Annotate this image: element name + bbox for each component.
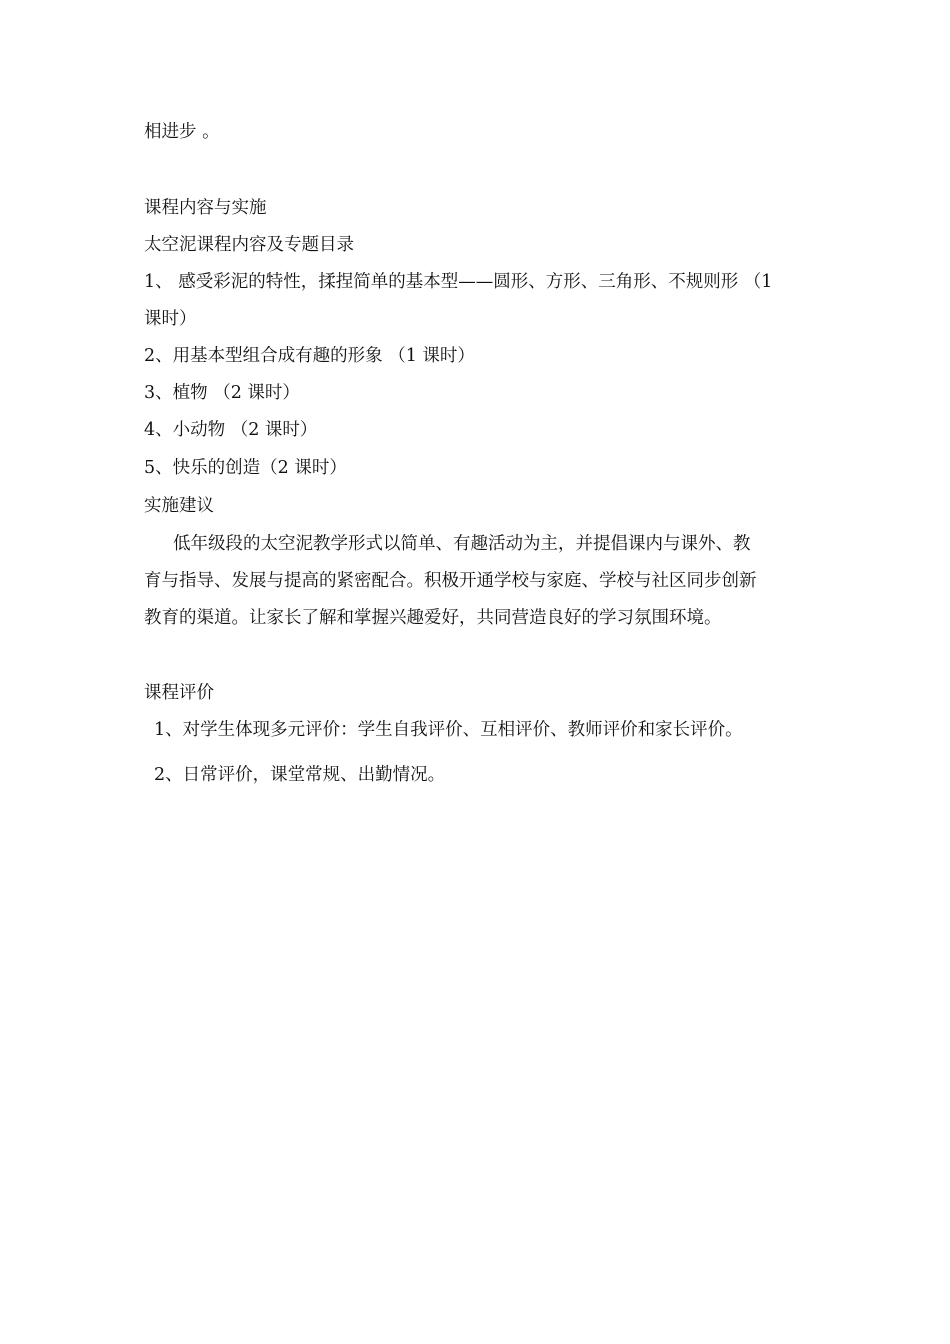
section-heading-content: 课程内容与实施 <box>144 198 267 218</box>
paragraph-line: 低年级段的太空泥教学形式以简单、有趣活动为主，并提倡课内与课外、教 <box>173 534 751 554</box>
section-heading-suggestion: 实施建议 <box>144 496 214 516</box>
list-item: 4、小动物 （2 课时） <box>144 420 318 440</box>
list-item: 2、日常评价，课堂常规、出勤情况。 <box>154 765 446 785</box>
list-item: 1、 感受彩泥的特性，揉捏简单的基本型——圆形、方形、三角形、不规则形 （1 <box>144 272 773 292</box>
list-item: 3、植物 （2 课时） <box>144 383 300 403</box>
section-heading-evaluation: 课程评价 <box>144 683 214 703</box>
list-item: 2、用基本型组合成有趣的形象 （1 课时） <box>144 346 475 366</box>
list-item: 1、对学生体现多元评价：学生自我评价、互相评价、教师评价和家长评价。 <box>154 720 743 740</box>
paragraph-line: 教育的渠道。让家长了解和掌握兴趣爱好，共同营造良好的学习氛围环境。 <box>144 608 722 628</box>
section-subheading-topics: 太空泥课程内容及专题目录 <box>144 235 354 255</box>
paragraph-line: 育与指导、发展与提高的紧密配合。积极开通学校与家庭、学校与社区同步创新 <box>144 571 757 591</box>
list-item-continuation: 课时） <box>144 309 197 329</box>
list-item: 5、快乐的创造（2 课时） <box>144 458 347 478</box>
continuation-text: 相进步 。 <box>144 122 220 142</box>
